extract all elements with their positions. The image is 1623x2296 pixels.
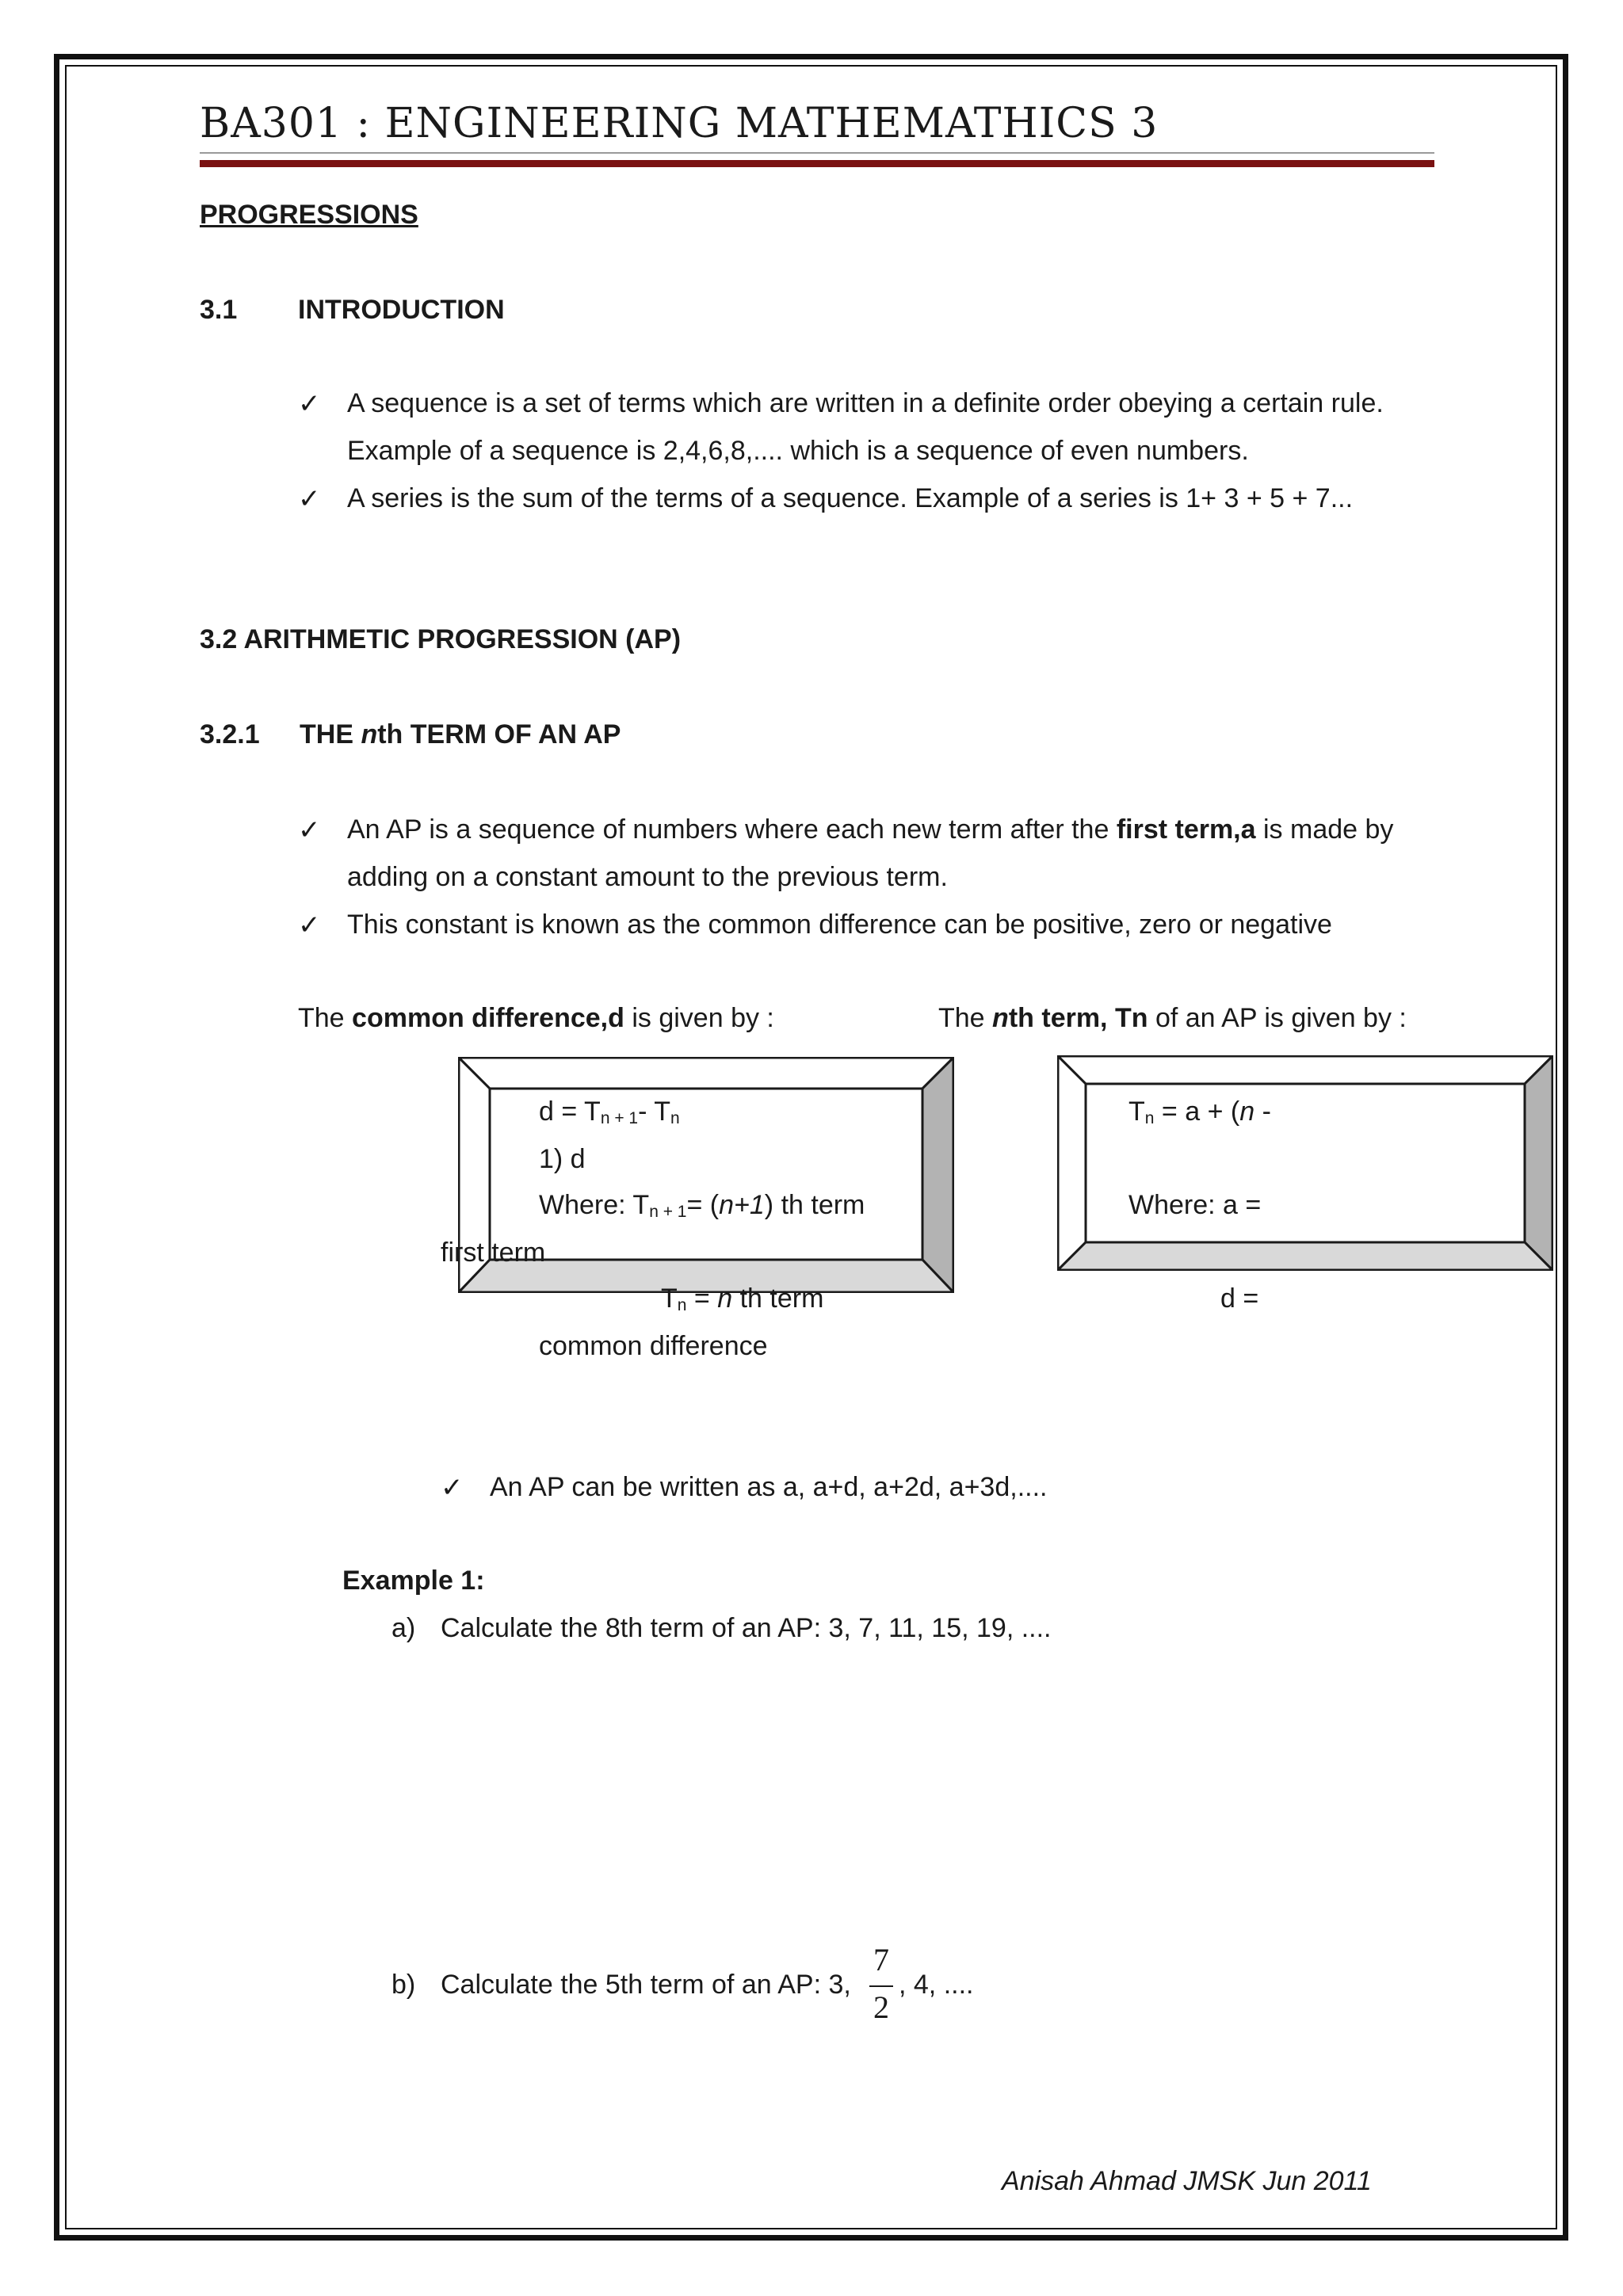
fraction-bar [869, 1985, 893, 1987]
d-formula-continued: 1) d [539, 1144, 586, 1174]
tn-formula: Tn = a + (n - [1128, 1097, 1271, 1127]
d-formula: d = Tn + 1- Tn [539, 1097, 680, 1127]
where-next-term: Where: Tn + 1= (n+1) th term [539, 1190, 865, 1221]
first-term-label: first term [441, 1238, 546, 1268]
ap-heading: 3.2 ARITHMETIC PROGRESSION (AP) [200, 624, 682, 654]
check-icon: ✓ [298, 389, 321, 419]
ap-sub-number: 3.2.1 [200, 719, 260, 749]
example-b-text: Calculate the 5th term of an AP: 3, [441, 1970, 851, 2000]
fraction-denominator: 2 [873, 1989, 889, 2025]
common-difference-text: common difference [539, 1331, 768, 1361]
check-icon: ✓ [298, 910, 321, 940]
section-title: PROGRESSIONS [200, 200, 418, 230]
ap-bullet2: This constant is known as the common difference can be positive, zero or negative [347, 910, 1332, 940]
intro-bullet1-line2: Example of a sequence is 2,4,6,8,.... which is a sequence of even numbers. [347, 436, 1249, 466]
example-a-text: Calculate the 8th term of an AP: 3, 7, 11, 15, 19, .... [441, 1613, 1052, 1643]
example-label: Example 1: [342, 1566, 485, 1596]
example-a-label: a) [391, 1613, 416, 1643]
d-equals: d = [1220, 1283, 1259, 1314]
check-icon: ✓ [298, 484, 321, 514]
title-rule-thick [200, 160, 1434, 167]
example-b-label: b) [391, 1970, 416, 2000]
footer-author: Anisah Ahmad JMSK Jun 2011 [1002, 2166, 1372, 2196]
ap-sub-heading: THE nth TERM OF AN AP [300, 719, 621, 749]
ap-bullet1-line2: adding on a constant amount to the previous term. [347, 862, 948, 892]
fraction-numerator: 7 [873, 1942, 889, 1978]
check-icon: ✓ [298, 815, 321, 845]
right-formula-box [1057, 1055, 1553, 1271]
document-title: BA301 : ENGINEERING MATHEMATHICS 3 [200, 100, 1159, 147]
intro-heading: INTRODUCTION [298, 295, 505, 325]
ap-bullet1-line1: An AP is a sequence of numbers where each new term after the first term,a is made by [347, 814, 1394, 845]
intro-bullet1-line1: A sequence is a set of terms which are written in a definite order obeying a certain rule. [347, 388, 1384, 418]
where-a: Where: a = [1128, 1190, 1262, 1220]
intro-number: 3.1 [200, 295, 238, 325]
title-rule-thin [200, 152, 1434, 154]
nth-term-label: The nth term, Tn of an AP is given by : [938, 1003, 1407, 1033]
tn-term-definition: Tn = n th term [661, 1283, 824, 1314]
example-b-tail: , 4, .... [899, 1970, 974, 2000]
common-difference-label: The common difference,d is given by : [298, 1003, 774, 1033]
intro-bullet2: A series is the sum of the terms of a sequence. Example of a series is 1+ 3 + 5 + 7... [347, 483, 1354, 513]
check-icon: ✓ [441, 1473, 464, 1503]
ap-written-as: An AP can be written as a, a+d, a+2d, a+3d,.... [490, 1472, 1048, 1502]
